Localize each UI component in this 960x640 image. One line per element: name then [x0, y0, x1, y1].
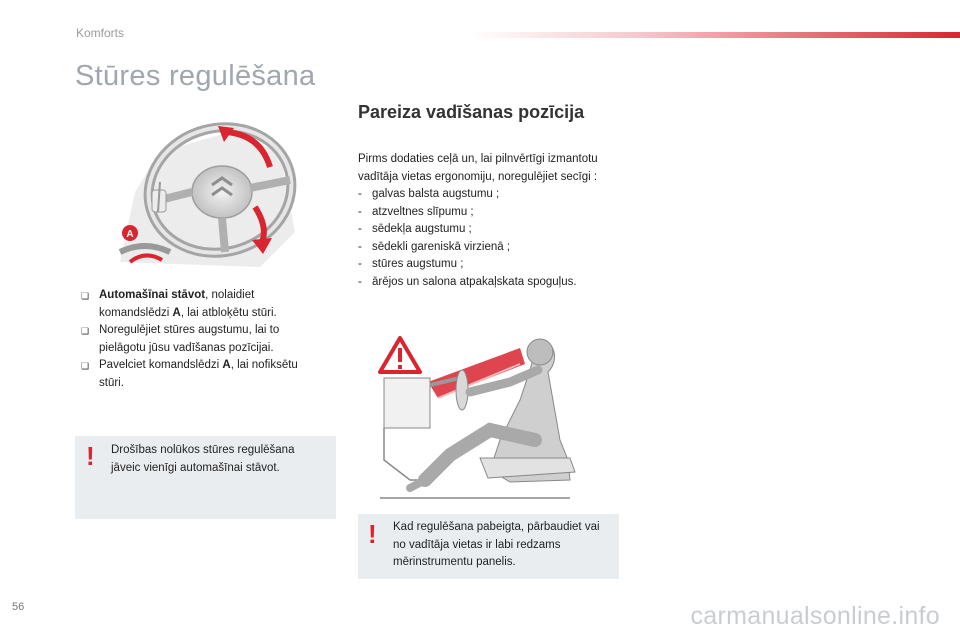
exclamation-icon: ! — [368, 519, 377, 549]
step-1-bold: Automašīnai stāvot — [99, 289, 206, 301]
step-3-end: , lai nofiksētu stūri. — [99, 359, 298, 389]
list-item: - sēdekli gareniskā virzienā ; — [358, 239, 628, 257]
step-3-key: A — [222, 359, 231, 371]
step-1-key: A — [172, 306, 181, 319]
list-item: - ārējos un salona atpakaļskata spoguļus. — [358, 274, 628, 292]
list-item: - sēdekļa augstumu ; — [358, 221, 628, 239]
steering-wheel-illustration — [100, 112, 300, 272]
step-1-end: , lai atbloķētu stūri. — [180, 306, 277, 319]
list-item: - galvas balsta augstumu ; — [358, 186, 628, 204]
section-heading: Pareiza vadīšanas pozīcija — [358, 102, 585, 122]
exclamation-icon: ! — [86, 441, 95, 471]
step-2 — [80, 322, 320, 357]
dashboard-warning-text: Kad regulēšana pabeigta, pārbaudiet vai no vadītāja vietas ir labi redzams mērinstrumentu panelis. — [393, 521, 600, 568]
step-3 — [80, 357, 320, 392]
driving-position-illustration — [370, 330, 580, 500]
adjustment-list — [358, 186, 628, 291]
page-number: 56 — [12, 601, 25, 613]
intro-text: Pirms dodaties ceļā un, lai pilnvērtīgi izmantotu vadītāja vietas ergonomiju, noregulējiet secīgi : — [358, 153, 598, 183]
list-item: - stūres augstumu ; — [358, 256, 628, 274]
warning-triangle-icon — [380, 338, 420, 372]
intro-paragraph — [358, 151, 628, 291]
step-3-text: Pavelciet komandslēdzi — [99, 359, 223, 371]
instruction-steps — [80, 287, 320, 392]
header-accent-bar — [470, 32, 960, 38]
checkbox-bullet-icon: ❏ — [81, 361, 90, 371]
list-item: - atzveltnes slīpumu ; — [358, 204, 628, 222]
step-1-text: , nolaidiet komandslēdzi — [99, 289, 255, 319]
safety-warning-text: Drošības nolūkos stūres regulēšana jāveic vienīgi automašīnai stāvot. — [111, 444, 295, 474]
checkbox-bullet-icon: ❏ — [81, 326, 90, 336]
page-title: Stūres regulēšana — [75, 60, 316, 92]
dashboard-warning-box — [358, 514, 619, 579]
step-1 — [80, 287, 320, 322]
checkbox-bullet-icon: ❏ — [81, 291, 90, 301]
safety-warning-box — [75, 436, 336, 519]
step-2-text: Noregulējiet stūres augstumu, lai to pielāgotu jūsu vadīšanas pozīcijai. — [99, 324, 280, 354]
watermark: carmanualsonline.info — [690, 602, 940, 630]
section-label: Komforts — [76, 26, 125, 40]
label-a: A — [126, 229, 134, 240]
